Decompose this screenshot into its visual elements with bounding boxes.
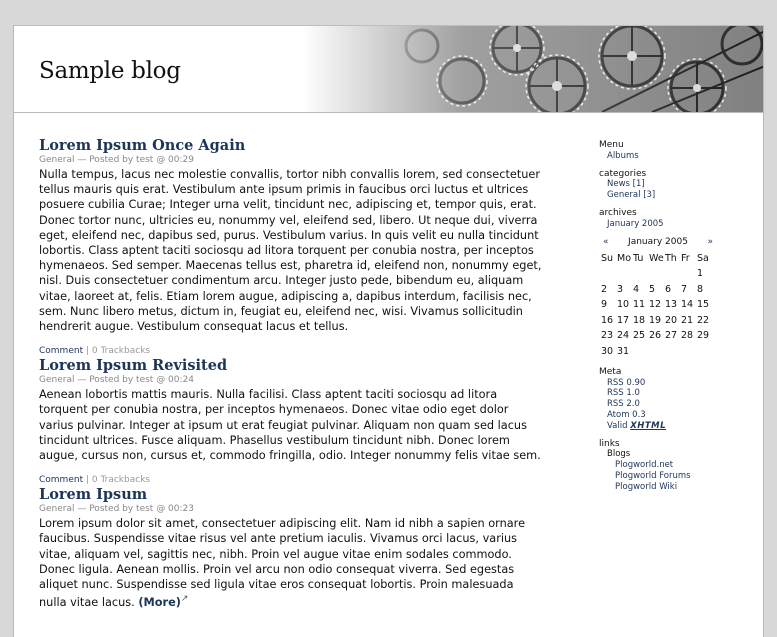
calendar-weekday: Th — [665, 252, 677, 264]
sidebar-heading: links — [599, 438, 620, 449]
rss-10-link[interactable]: RSS 1.0 — [607, 388, 640, 399]
sidebar-heading: categories — [599, 168, 647, 179]
calendar-day[interactable]: 16 — [601, 314, 614, 326]
comment-link[interactable]: Comment — [39, 475, 84, 486]
trackbacks-link[interactable]: | 0 Trackbacks — [85, 475, 151, 486]
sidebar-menu — [599, 140, 729, 162]
calendar-day[interactable]: 17 — [617, 314, 630, 326]
calendar-day — [697, 344, 713, 360]
calendar-day[interactable]: 23 — [601, 330, 614, 342]
calendar-day — [633, 267, 649, 283]
external-link-icon: ↗ — [180, 594, 189, 605]
page-frame — [13, 25, 764, 637]
calendar-day[interactable]: 8 — [697, 283, 704, 295]
site-title[interactable]: Sample blog — [39, 58, 181, 84]
post-author-time: — Posted by test @ 00:23 — [77, 504, 194, 515]
main-content — [39, 137, 544, 610]
calendar-day[interactable]: 29 — [697, 330, 710, 342]
calendar-day[interactable]: 25 — [633, 330, 646, 342]
calendar-month: January 2005 — [628, 236, 688, 247]
post-body — [39, 516, 544, 610]
post-footer — [39, 475, 544, 486]
calendar-day[interactable]: 3 — [617, 283, 624, 295]
sidebar-categories — [599, 169, 729, 201]
calendar-weekday: Tu — [633, 252, 644, 264]
calendar-day[interactable]: 19 — [649, 314, 662, 326]
rss-20-link[interactable]: RSS 2.0 — [607, 399, 640, 410]
calendar-day[interactable]: 18 — [633, 314, 646, 326]
calendar-day — [649, 267, 665, 283]
calendar-day — [681, 344, 697, 360]
calendar-day — [633, 344, 649, 360]
sidebar-item-news[interactable]: News [1] — [607, 179, 645, 190]
post-footer — [39, 346, 544, 357]
sidebar — [599, 140, 729, 500]
post-body: Nulla tempus, lacus nec molestie convallis, tortor nibh convallis lorem, sed consectetuer tellus mauris quis erat. Vestibulum ante ipsum primis in faucibus orci luctus et ultrices posuere cubilia Curae; Integer urna velit, tincidunt nec, adipiscing et, tempor quis, erat. Donec tortor nunc, ultricies eu, nonummy vel, eleifend sed, libero. Ut neque dui, viverra eget, eleifend nec, dapibus sed, purus. Vestibulum varius. In quis velit eu nulla tincidunt lobortis. Class aptent taciti sociosqu ad litora torquent per conubia nostra, per inceptos hymenaeos. Sed semper. Maecenas tellus est, pharetra id, eleifend non, nonummy eget, nisl. Duis consectetuer condimentum arcu. Integer justo pede, bibendum eu, aliquam vitae, laoreet at, felis. Etiam lorem augue, adipiscing a, dapibus interdum, facilisis nec, sem. Nunc libero metus, dictum in, feugiat eu, eleifend nec, wisi. Vivamus sollicitudin hendrerit augue. Vestibulum consequat lacus et tellus. — [39, 168, 542, 334]
calendar-prev-link[interactable]: « — [603, 236, 609, 247]
sidebar-heading: Meta — [599, 366, 622, 377]
calendar-weekday: Sa — [697, 252, 709, 264]
plogworld-forums-link[interactable]: Plogworld Forums — [615, 471, 691, 482]
calendar-day — [601, 267, 617, 283]
post-meta — [39, 375, 544, 386]
sidebar-meta — [599, 367, 729, 432]
calendar-day[interactable]: 24 — [617, 330, 630, 342]
calendar-day[interactable]: 15 — [697, 299, 710, 311]
post-author-time: — Posted by test @ 00:24 — [77, 375, 194, 386]
post-body-text: Lorem ipsum dolor sit amet, consectetuer adipiscing elit. Nam id nibh a sapien ornare faucibus. Suspendisse vitae risus vel ante pretium iaculis. Vivamus orci lacus, varius vitae, aliquam vel, sagittis nec, nibh. Proin vel augue vitae enim sodales commodo. Donec ligula. Aenean mollis. Proin vel arcu non odio consequat viverra. Sed egestas aliquet nunc. Suspendisse sed ligula vitae eros consequat lobortis. Proin malesuada nulla vitae lacus. — [39, 517, 526, 610]
sidebar-item-albums[interactable]: Albums — [607, 150, 639, 161]
calendar-day — [617, 267, 633, 283]
site-header — [14, 26, 763, 113]
plogworld-wiki-link[interactable]: Plogworld Wiki — [615, 481, 678, 492]
calendar-day[interactable]: 22 — [697, 314, 710, 326]
rss-090-link[interactable]: RSS 0.90 — [607, 377, 646, 388]
calendar-day[interactable]: 30 — [601, 345, 614, 357]
calendar-day[interactable]: 1 — [697, 268, 704, 280]
calendar-day[interactable]: 6 — [665, 283, 672, 295]
calendar-week — [601, 298, 713, 314]
calendar-day[interactable]: 10 — [617, 299, 630, 311]
calendar-next-link[interactable]: » — [707, 236, 713, 247]
calendar-day[interactable]: 26 — [649, 330, 662, 342]
calendar-day[interactable]: 20 — [665, 314, 678, 326]
trackbacks-link[interactable]: | 0 Trackbacks — [85, 346, 151, 357]
post-meta — [39, 155, 544, 166]
post-body: Aenean lobortis mattis mauris. Nulla facilisi. Class aptent taciti sociosqu ad litora torquent per conubia nostra, per inceptos hymenaeos. Donec vitae odio eget dolor varius pulvinar. Integer at ipsum ut erat feugiat pulvinar. Aliquam non quam sed lacus tincidunt ultrices. Fusce aliquam. Phasellus vestibulum tincidunt nibh. Donec lorem augue, cursus non, cursus et, commodo fringilla, odio. Integer nonummy felis vitae sem. — [39, 388, 541, 463]
valid-xhtml-link[interactable]: XHTML — [630, 420, 667, 431]
calendar-weekday: We — [649, 252, 664, 264]
calendar-day[interactable]: 2 — [601, 283, 608, 295]
calendar-day — [665, 344, 681, 360]
calendar-day[interactable]: 9 — [601, 299, 608, 311]
gears-banner-image — [302, 26, 763, 112]
post-category-link[interactable]: General — [39, 375, 75, 386]
calendar-day[interactable]: 11 — [633, 299, 646, 311]
read-more-link[interactable]: (More) — [138, 596, 181, 610]
calendar — [599, 237, 729, 360]
calendar-day[interactable]: 21 — [681, 314, 694, 326]
calendar-nav — [603, 237, 713, 248]
calendar-day — [665, 267, 681, 283]
calendar-week — [601, 313, 713, 329]
calendar-day[interactable]: 13 — [665, 299, 678, 311]
links-group-blogs: Blogs — [607, 449, 631, 460]
atom-03-link[interactable]: Atom 0.3 — [607, 410, 646, 421]
blog-post — [39, 486, 544, 610]
calendar-week — [601, 267, 713, 283]
post-title[interactable]: Lorem Ipsum Once Again — [39, 137, 246, 154]
sidebar-heading: Menu — [599, 140, 624, 150]
calendar-day[interactable]: 27 — [665, 330, 678, 342]
calendar-weekday: Su — [601, 252, 614, 264]
calendar-weekday: Mo — [617, 252, 632, 264]
post-meta — [39, 504, 544, 515]
calendar-day[interactable]: 12 — [649, 299, 662, 311]
calendar-day[interactable]: 14 — [681, 299, 694, 311]
calendar-week — [601, 282, 713, 298]
post-category-link[interactable]: General — [39, 155, 75, 165]
calendar-weekday: Fr — [681, 252, 690, 264]
calendar-day[interactable]: 28 — [681, 330, 694, 342]
post-category-link[interactable]: General — [39, 504, 75, 515]
sidebar-heading: archives — [599, 207, 637, 218]
comment-link[interactable]: Comment — [39, 346, 84, 357]
post-author-time: — Posted by test @ 00:29 — [77, 155, 194, 165]
calendar-day[interactable]: 5 — [649, 283, 656, 295]
calendar-day[interactable]: 7 — [681, 283, 688, 295]
calendar-week — [601, 344, 713, 360]
post-title[interactable]: Lorem Ipsum Revisited — [39, 357, 228, 375]
blog-post — [39, 137, 544, 357]
calendar-table — [601, 251, 713, 360]
post-title[interactable]: Lorem Ipsum — [39, 486, 148, 504]
calendar-day — [649, 344, 665, 360]
calendar-day[interactable]: 31 — [617, 345, 630, 357]
calendar-day[interactable]: 4 — [633, 283, 640, 295]
sidebar-item-general[interactable]: General [3] — [607, 190, 656, 201]
valid-label: Valid — [607, 420, 628, 431]
blog-post — [39, 357, 544, 486]
sidebar-archives — [599, 208, 729, 230]
sidebar-item-january-2005[interactable]: January 2005 — [607, 218, 664, 229]
calendar-week — [601, 329, 713, 345]
plogworld-link[interactable]: Plogworld.net — [615, 460, 674, 471]
sidebar-links — [599, 439, 729, 493]
calendar-day — [681, 267, 697, 283]
